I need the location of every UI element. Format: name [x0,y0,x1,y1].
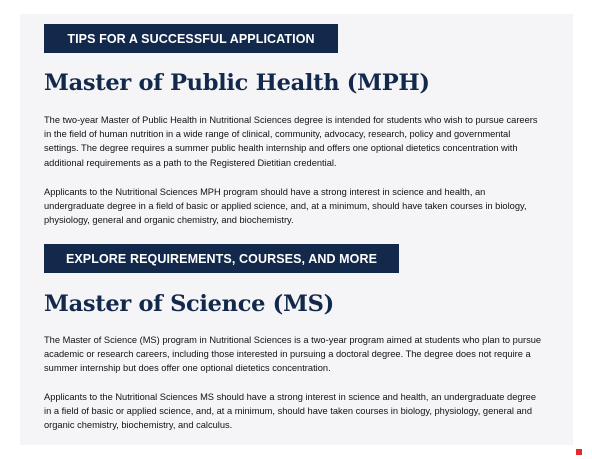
ms-heading: Master of Science (MS) [44,291,334,317]
mph-description-paragraph: The two-year Master of Public Health in Nutritional Sciences degree is intended for students who wish to pursue careers in the field of human nutrition in a wide range of clinical, community, advocacy, research, policy and governmental settings. The degree requires a summer public health internship and offers one optional dietetics concentration with additional requirements as a path to the Registered Dietitian credential. [44,115,538,168]
explore-requirements-courses-button[interactable]: EXPLORE REQUIREMENTS, COURSES, AND MORE [44,244,399,273]
tips-for-successful-application-button[interactable]: TIPS FOR A SUCCESSFUL APPLICATION [44,24,338,53]
content-panel [20,14,573,445]
ms-description-paragraph: The Master of Science (MS) program in Nutritional Sciences is a two-year program aimed at students who plan to pursue academic or research careers, including those interested in pursuing a doctoral degree. The degree does not require a summer internship but does offer one optional dietetics concentration. [44,335,542,374]
mph-applicant-requirements-paragraph: Applicants to the Nutritional Sciences MPH program should have a strong interest in science and health, an undergraduate degree in a field of basic or applied science, and, at a minimum, should have taken courses in biology, physiology, general and organic chemistry, and biochemistry. [44,187,527,226]
mph-heading: Master of Public Health (MPH) [44,70,430,96]
corner-resize-marker [576,449,582,455]
ms-applicant-requirements-paragraph: Applicants to the Nutritional Sciences MS should have a strong interest in science and health, an undergraduate degree in a field of basic or applied science, and, at a minimum, should have taken courses in biology, physiology, general and organic chemistry, biochemistry, and calculus. [44,392,537,431]
